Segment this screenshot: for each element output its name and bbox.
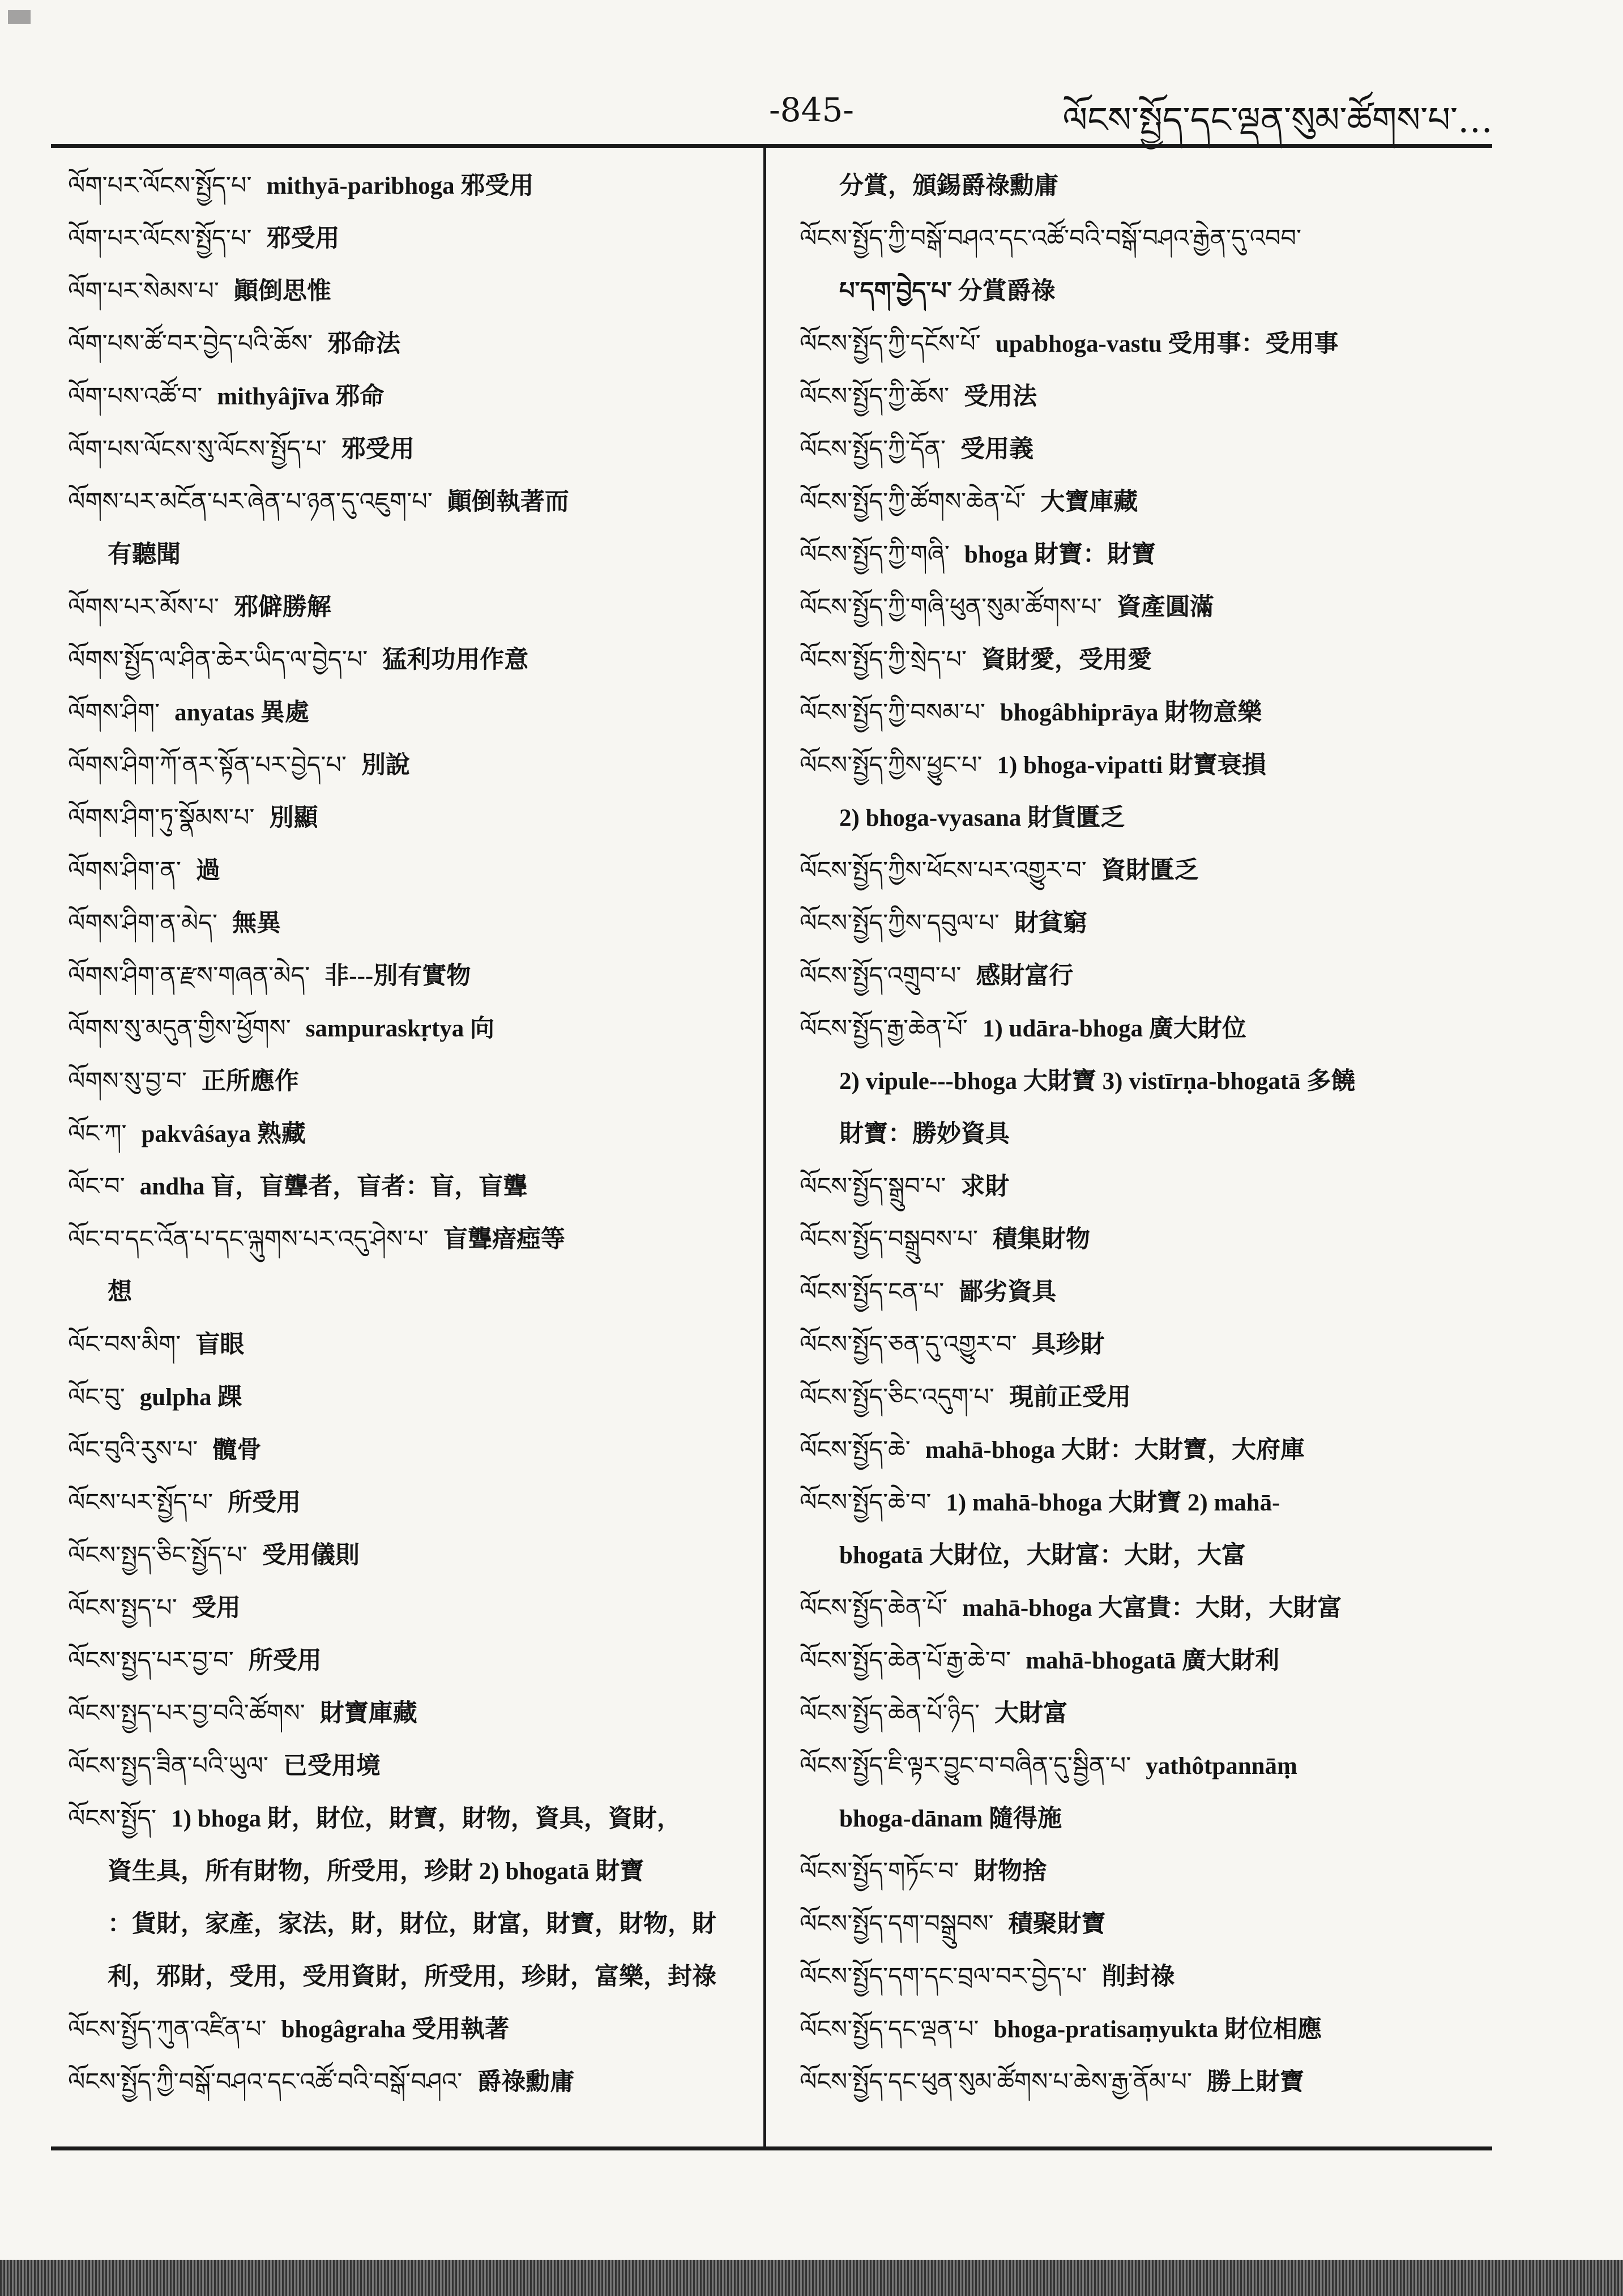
dictionary-entry: [68, 1002, 742, 1055]
tibetan-headword: ལོངས་སྤྱད་ཅིང་སྤྱོད་པ་: [68, 1541, 247, 1569]
definition: mahā-bhogatā 廣大財利: [1026, 1648, 1280, 1674]
dictionary-entry: [68, 2003, 742, 2056]
definition: 受用義: [960, 436, 1034, 463]
definition: 鄙劣資具: [959, 1279, 1057, 1305]
tibetan-headword: ལོངས་སྤྱད་པ་: [68, 1594, 177, 1622]
dictionary-entry: [800, 265, 1473, 318]
dictionary-entry: [800, 1371, 1473, 1424]
tibetan-headword: ལོགས་ཤིག་ན་རྫས་གཞན་མེད་: [68, 962, 310, 990]
dictionary-entry: [68, 686, 742, 739]
dictionary-entry: [800, 528, 1473, 581]
definition: 資財匱乏: [1101, 857, 1199, 884]
tibetan-headword: ལོག་པར་ལོངས་སྤྱོད་པ་: [68, 172, 252, 200]
definition: pakvâśaya 熟藏: [141, 1121, 306, 1147]
definition: 無異: [232, 910, 281, 937]
definition: mahā-bhoga 大富貴：大財，大財富: [962, 1595, 1342, 1621]
dictionary-entry: [68, 1845, 742, 1898]
definition: mithyā-paribhoga 邪受用: [266, 173, 534, 199]
dictionary-entry: [68, 1687, 742, 1740]
definition: upabhoga-vastu 受用事：受用事: [995, 331, 1339, 357]
definition: 積集財物: [992, 1226, 1090, 1253]
dictionary-entry: [800, 1529, 1473, 1582]
tibetan-headword: ལོངས་སྤྱོད་ཆེ་བ་: [800, 1488, 932, 1517]
tibetan-headword: ལོངས་པར་སྤྱོད་པ་: [68, 1488, 213, 1517]
dictionary-entry: [68, 634, 742, 686]
tibetan-headword: ལོག་པས་ཚོ་བར་བྱེད་པའི་ཆོས་: [68, 330, 313, 358]
tibetan-headword: ལོངས་སྤྱོད་: [68, 1804, 157, 1833]
definition: 別顯: [269, 805, 318, 831]
definition: 顚倒執著而: [447, 489, 569, 515]
definition: 削封祿: [1101, 1964, 1175, 1990]
tibetan-headword: ལོག་པར་སེམས་པ་: [68, 277, 219, 305]
definition: bhogâgraha 受用執著: [281, 2016, 510, 2043]
tibetan-headword: ལོག་པས་ལོངས་སུ་ལོངས་སྤྱོད་པ་: [68, 435, 327, 463]
definition: bhoga-pratisaṃyukta 財位相應: [993, 2016, 1322, 2043]
definition: 所受用: [228, 1490, 301, 1516]
definition: 有聽聞: [108, 541, 181, 568]
dictionary-entry: [68, 1898, 742, 1951]
tibetan-headword: ལོགས་སུ་མདུན་གྱིས་ཕྱོགས་: [68, 1014, 291, 1043]
definition: 1) bhoga-vipatti 財寶衰損: [997, 752, 1266, 779]
dictionary-entry: [800, 739, 1473, 792]
tibetan-headword: ལོངས་སྤྱོད་སྒྲུབ་པ་: [800, 1172, 946, 1201]
tibetan-headword: ལོང་བ་དང་འོན་པ་དང་ལྐུགས་པར་འདུ་ཤེས་པ་: [68, 1225, 429, 1253]
definition: 猛利功用作意: [382, 647, 529, 673]
definition: mithyâjīva 邪命: [217, 383, 385, 410]
tibetan-headword: ལོངས་སྤྱོད་ཀྱི་གཞི་ཕུན་སུམ་ཚོགས་པ་: [800, 593, 1102, 621]
scan-mark-artifact: [8, 10, 31, 24]
dictionary-entry: [68, 1740, 742, 1793]
tibetan-headword: ལོངས་སྤྱོད་ཀྱིས་དབུལ་པ་: [800, 909, 1000, 937]
tibetan-headword: ལོགས་པར་མོས་པ་: [68, 593, 219, 621]
dictionary-entry: [68, 265, 742, 318]
tibetan-headword: ལོངས་སྤྱོད་ཅིང་འདུག་པ་: [800, 1383, 994, 1411]
definition: 過: [195, 857, 220, 884]
dictionary-entry: [68, 1582, 742, 1634]
bottom-rule: [51, 2146, 1492, 2150]
definition: 受用儀則: [262, 1542, 360, 1569]
tibetan-headword: ལོངས་སྤྱོད་དང་ལྡན་པ་: [800, 2015, 979, 2043]
dictionary-entry: [800, 897, 1473, 950]
tibetan-headword: ལོངས་སྤྱོད་ཀྱི་གཞི་: [800, 540, 950, 569]
dictionary-entry: [800, 370, 1473, 423]
definition: 受用: [191, 1595, 241, 1621]
definition: 顚倒思惟: [233, 278, 331, 305]
definition: 積聚財寶: [1008, 1911, 1106, 1937]
definition: 邪僻勝解: [233, 594, 331, 621]
column-divider: [763, 144, 766, 2150]
definition: 1) mahā-bhoga 大財寶 2) mahā-: [946, 1490, 1280, 1516]
dictionary-entry: [68, 1266, 742, 1318]
dictionary-entry: [68, 160, 742, 212]
definition: 受用法: [964, 383, 1037, 410]
dictionary-entry: [68, 476, 742, 528]
page-number: -845-: [769, 91, 854, 129]
tibetan-headword: ལོངས་སྤྱོད་ཀྱི་དངོས་པོ་: [800, 330, 981, 358]
definition: 邪受用: [341, 436, 415, 463]
definition: 資生具，所有財物，所受用，珍財 2) bhogatā 財寶: [108, 1858, 644, 1885]
dictionary-entry: [68, 581, 742, 634]
dictionary-entry: [68, 318, 742, 370]
tibetan-headword: ལོགས་ཤིག་ན་མེད་: [68, 909, 217, 937]
definition: 財貧窮: [1014, 910, 1087, 937]
tibetan-headword: ལོངས་སྤྱོད་ཆེན་པོ་: [800, 1594, 948, 1622]
tibetan-headword: ལོང་བུ་: [68, 1383, 125, 1411]
definition: 財物捨: [973, 1858, 1047, 1885]
dictionary-entry: [800, 1266, 1473, 1318]
dictionary-entry: [800, 212, 1473, 265]
definition: yathôtpannāṃ: [1146, 1753, 1297, 1779]
dictionary-entry: [68, 1634, 742, 1687]
definition: bhoga-dānam 隨得施: [839, 1806, 1062, 1832]
tibetan-headword: ལོངས་སྤྱོད་ཀྱི་བསམ་པ་: [800, 698, 985, 727]
definition: 利，邪財，受用，受用資財，所受用，珍財，富樂，封祿: [108, 1964, 716, 1990]
definition: 資產圓滿: [1116, 594, 1214, 621]
tibetan-headword: ལོངས་སྤྱོད་གཏོང་བ་: [800, 1857, 959, 1885]
dictionary-entry: [800, 423, 1473, 476]
tibetan-headword: ལོགས་ཤིག་ཀོ་ནར་སྟོན་པར་བྱེད་པ་: [68, 751, 347, 779]
dictionary-entry: [800, 1582, 1473, 1634]
dictionary-entry: [68, 1108, 742, 1160]
dictionary-entry: [68, 1213, 742, 1266]
dictionary-entry: [68, 423, 742, 476]
tibetan-headword: ལོངས་སྤྱོད་ཀྱིས་ཕོངས་པར་འགྱུར་བ་: [800, 856, 1087, 885]
dictionary-entry: [68, 212, 742, 265]
definition: 求財: [960, 1173, 1010, 1200]
tibetan-headword: ལོང་ཀ་: [68, 1120, 127, 1148]
tibetan-headword: ལོངས་སྤྱོད་ཇི་ལྟར་བྱུང་བ་བཞིན་དུ་སྦྱིན་པ་: [800, 1752, 1131, 1780]
definition: 已受用境: [283, 1753, 381, 1779]
tibetan-headword: ལོགས་ཤིག་ན་: [68, 856, 181, 885]
dictionary-entry: [800, 686, 1473, 739]
dictionary-entry: [68, 844, 742, 897]
tibetan-headword: ལོངས་སྤྱོད་དང་ཕུན་སུམ་ཚོགས་པ་ཆེས་རྒྱ་ནོམ་པ་: [800, 2068, 1192, 2096]
definition: 2) bhoga-vyasana 財貨匱乏: [839, 805, 1125, 831]
tibetan-headword: ལོགས་པར་མངོན་པར་ཞེན་པ་ཉན་དུ་འཇུག་པ་: [68, 488, 433, 516]
definition: 所受用: [248, 1648, 322, 1674]
dictionary-entry: [800, 1951, 1473, 2003]
dictionary-entry: [800, 792, 1473, 844]
tibetan-headword: ལོགས་སུ་བྱ་བ་: [68, 1067, 187, 1095]
tibetan-headword: ལོང་བས་མིག་: [68, 1330, 181, 1359]
tibetan-headword: ལོངས་སྤྱོད་ཆེ་: [800, 1436, 911, 1464]
definition: 邪受用: [266, 225, 340, 252]
definition: bhoga 財寶：財寶: [964, 541, 1156, 568]
running-head: ལོངས་སྤྱོད་དང་ལྡན་སུམ་ཚོགས་པ་…: [1062, 99, 1493, 140]
tibetan-headword: ལོངས་སྤྱོད་ཀྱི་ཆོས་: [800, 382, 950, 411]
definition: 正所應作: [201, 1068, 299, 1095]
definition: ：貨財，家產，家法，財，財位，財富，財寶，財物，財: [108, 1911, 716, 1937]
dictionary-entry: [800, 1424, 1473, 1476]
tibetan-headword: ལོངས་སྤྱོད་བསྒྲུབས་པ་: [800, 1225, 978, 1253]
left-column: [68, 160, 742, 2109]
definition: 大寶庫藏: [1040, 489, 1138, 515]
definition: bhogâbhiprāya 財物意樂: [1000, 699, 1262, 726]
dictionary-entry: [68, 1476, 742, 1529]
tibetan-headword: ལོངས་སྤྱོད་ཀྱི་ཚོགས་ཆེན་པོ་: [800, 488, 1026, 516]
dictionary-entry: [800, 1898, 1473, 1951]
tibetan-headword: ལོགས་ཤིག་ཏུ་སྣོམས་པ་: [68, 804, 255, 832]
dictionary-entry: [68, 792, 742, 844]
definition: 盲聾瘖瘂等: [443, 1226, 565, 1253]
dictionary-entry: [800, 1740, 1473, 1793]
definition: anyatas 異處: [174, 699, 309, 726]
dictionary-entry: [800, 581, 1473, 634]
tibetan-headword: ལོངས་སྤྱོད་ཆེན་པོ་ཉིད་: [800, 1699, 980, 1727]
dictionary-entry: [800, 1160, 1473, 1213]
definition: mahā-bhoga 大財：大財寶，大府庫: [925, 1437, 1305, 1463]
dictionary-entry: [800, 318, 1473, 370]
definition: 別說: [361, 752, 411, 779]
definition: gulpha 踝: [139, 1384, 242, 1411]
tibetan-headword: ལོང་བུའི་རུས་པ་: [68, 1436, 198, 1464]
tibetan-headword: ལོངས་སྤྱོད་ཀྱི་སྲེད་པ་: [800, 646, 967, 674]
tibetan-headword: ལོངས་སྤྱོད་ཀྱི་བསྒོ་བཤའ་དང་འཚོ་བའི་བསྒོ་བཤའ་: [68, 2068, 463, 2096]
dictionary-entry: [800, 1002, 1473, 1055]
definition: 具珍財: [1031, 1331, 1105, 1358]
tibetan-headword: ལོངས་སྤྱོད་ཀྱི་དོན་: [800, 435, 946, 463]
dictionary-entry: [68, 1160, 742, 1213]
tibetan-headword: ལོངས་སྤྱད་པར་བྱ་བ་: [68, 1646, 234, 1675]
tibetan-headword: ལོག་པར་ལོངས་སྤྱོད་པ་: [68, 224, 252, 253]
dictionary-entry: [800, 950, 1473, 1002]
dictionary-entry: [68, 897, 742, 950]
dictionary-entry: [68, 739, 742, 792]
definition: 勝上財寶: [1207, 2069, 1304, 2096]
tibetan-headword: ལོགས་སྤྱོད་ལ་ཤིན་ཆེར་ཡིད་ལ་བྱེད་པ་: [68, 646, 368, 674]
definition: 非---別有實物: [324, 963, 471, 989]
dictionary-entry: [800, 1845, 1473, 1898]
definition: པ་དག་བྱེད་པ་ 分賞爵祿: [839, 278, 1056, 305]
dictionary-entry: [800, 476, 1473, 528]
tibetan-headword: ལོངས་སྤྱོད་རྒྱ་ཆེན་པོ་: [800, 1014, 968, 1043]
dictionary-entry: [68, 528, 742, 581]
tibetan-headword: ལོངས་སྤྱོད་ངན་པ་: [800, 1278, 945, 1306]
dictionary-entry: [800, 1687, 1473, 1740]
dictionary-entry: [800, 634, 1473, 686]
dictionary-entry: [800, 160, 1473, 212]
definition: 邪命法: [327, 331, 401, 357]
definition: 感財富行: [976, 963, 1074, 989]
definition: 資財愛，受用愛: [981, 647, 1152, 673]
tibetan-headword: ལོགས་ཤིག་: [68, 698, 160, 727]
definition: 2) vipule---bhoga 大財寶 3) vistīrṇa-bhogatā 多饒: [839, 1068, 1356, 1095]
definition: 盲眼: [195, 1331, 245, 1358]
dictionary-entry: [800, 1213, 1473, 1266]
tibetan-headword: ལོང་བ་: [68, 1172, 125, 1201]
tibetan-headword: ལོངས་སྤྱད་པར་བྱ་བའི་ཚོགས་: [68, 1699, 305, 1727]
tibetan-headword: ལོངས་སྤྱོད་ཀྱིས་ཕྱུང་པ་: [800, 751, 983, 779]
scan-edge-artifact: [0, 2260, 1623, 2296]
tibetan-headword: ལོངས་སྤྱོད་ཆེན་པོ་རྒྱ་ཆེ་བ་: [800, 1646, 1011, 1675]
dictionary-entry: [800, 2003, 1473, 2056]
dictionary-entry: [68, 950, 742, 1002]
dictionary-entry: [800, 1634, 1473, 1687]
definition: 1) bhoga 財，財位，財寶，財物，資具，資財，: [171, 1806, 681, 1832]
definition: bhogatā 大財位，大財富：大財，大富: [839, 1542, 1246, 1569]
tibetan-headword: ལོངས་སྤྱད་ཟིན་པའི་ཡུལ་: [68, 1752, 268, 1780]
dictionary-entry: [68, 1424, 742, 1476]
dictionary-entry: [800, 844, 1473, 897]
definition: 髖骨: [212, 1437, 262, 1463]
dictionary-entry: [800, 1318, 1473, 1371]
dictionary-entry: [68, 1529, 742, 1582]
dictionary-entry: [800, 1055, 1473, 1108]
definition: andha 盲，盲聾者，盲者：盲，盲聾: [139, 1173, 528, 1200]
definition: 財寶庫藏: [319, 1700, 417, 1727]
top-rule: [51, 144, 1492, 148]
dictionary-entry: [68, 1055, 742, 1108]
dictionary-entry: [68, 1793, 742, 1845]
definition: sampuraskṛtya 向: [305, 1015, 495, 1042]
definition: 大財富: [994, 1700, 1068, 1727]
dictionary-entry: [800, 1793, 1473, 1845]
dictionary-entry: [68, 370, 742, 423]
definition: 1) udāra-bhoga 廣大財位: [982, 1015, 1246, 1042]
tibetan-headword: ལོངས་སྤྱོད་ཀུན་འཛིན་པ་: [68, 2015, 267, 2043]
definition: 財寶：勝妙資具: [839, 1121, 1010, 1147]
dictionary-entry: [68, 2056, 742, 2109]
tibetan-headword: ལོངས་སྤྱོད་འགྲུབ་པ་: [800, 962, 962, 990]
dictionary-entry: [68, 1951, 742, 2003]
dictionary-entry: [800, 1476, 1473, 1529]
tibetan-headword: ལོངས་སྤྱོད་དག་དང་བྲལ་བར་བྱེད་པ་: [800, 1962, 1087, 1991]
definition: 現前正受用: [1009, 1384, 1131, 1411]
dictionary-entry: [68, 1371, 742, 1424]
definition: 分賞，頒錫爵祿勳庸: [839, 173, 1058, 199]
definition: 爵祿勳庸: [477, 2069, 575, 2096]
dictionary-entry: [800, 1108, 1473, 1160]
tibetan-headword: ལོངས་སྤྱོད་དག་བསྒྲུབས་: [800, 1910, 994, 1938]
tibetan-headword: ལོངས་སྤྱོད་ཅན་དུ་འགྱུར་བ་: [800, 1330, 1017, 1359]
dictionary-entry: [800, 2056, 1473, 2109]
definition: 想: [108, 1279, 132, 1305]
dictionary-entry: [68, 1318, 742, 1371]
right-column: [800, 160, 1473, 2109]
tibetan-headword: ལོག་པས་འཚོ་བ་: [68, 382, 203, 411]
tibetan-headword: ལོངས་སྤྱོད་ཀྱི་བསྒོ་བཤའ་དང་འཚོ་བའི་བསྒོ་བཤའ་རྒྱེན་དུ་འབབ་: [800, 224, 1302, 253]
